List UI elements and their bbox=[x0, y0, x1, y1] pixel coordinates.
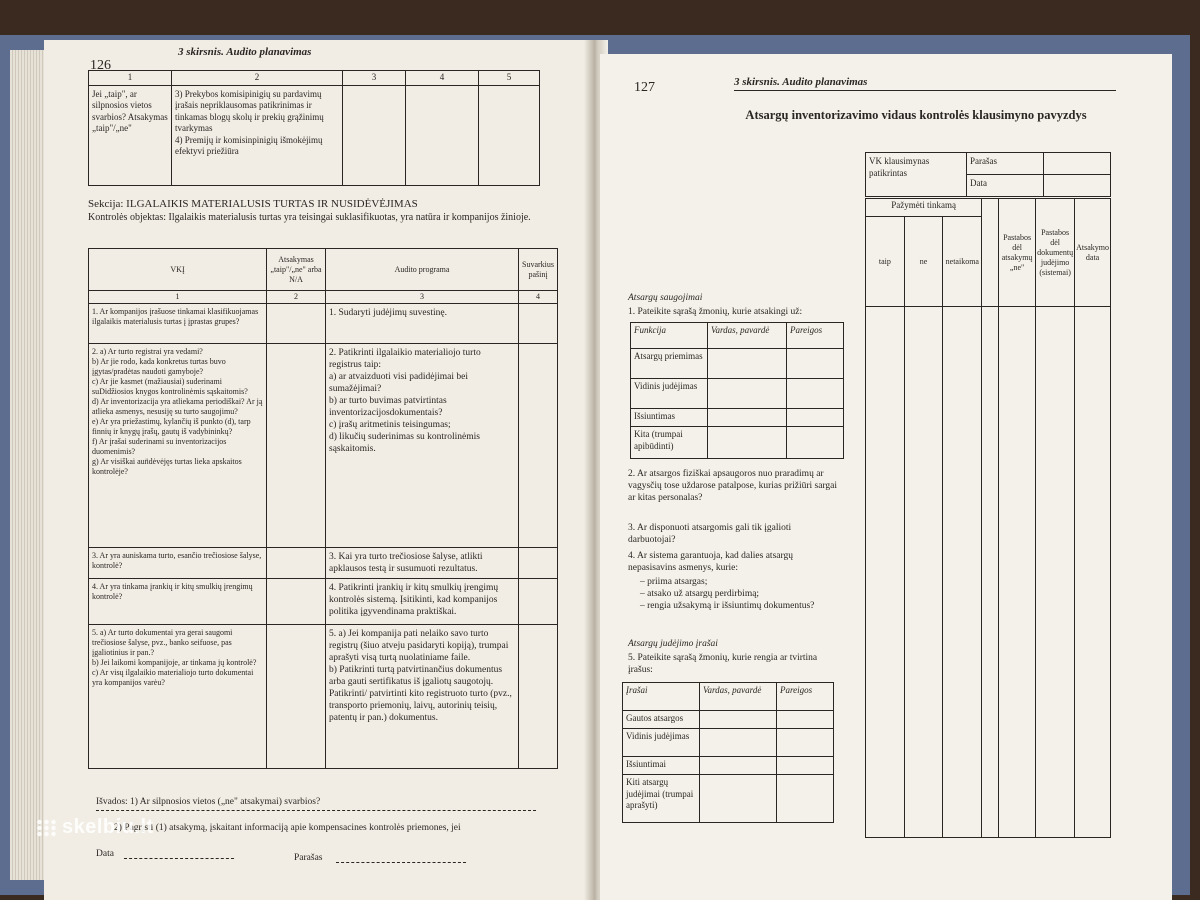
audit-question: 5. a) Ar turto dokumentai yra gerai saugomi trečiosiose šalyse, pvz., banko seifuose, pas įgaliotinius ir pan.? b) Jei laikomi kompanijoje, ar tinkama jų kontrolė? c) Ar visų ilgalaikio materialiojo turto dokumentai yra kompanijos varėu? bbox=[89, 625, 267, 769]
answer-cell[interactable] bbox=[866, 307, 905, 838]
position-field[interactable] bbox=[787, 349, 844, 379]
top-table-item: 4) Premijų ir komisinpinigių išmokėjimų efektyvi priežiūra bbox=[175, 134, 323, 156]
checked-signature-label: Parašas bbox=[967, 153, 1044, 175]
list-item: – atsako už atsargų perdirbimą; bbox=[640, 589, 760, 599]
top-table bbox=[88, 70, 540, 186]
audit-col-number: 4 bbox=[519, 291, 558, 304]
audit-procedure: 5. a) Jei kompanija pati nelaiko savo turto registrų (šiuo atveju pasidaryti kopiją), trumpai aprašyti visą turtą nuolatiniame faile. b) Patikrinti turtą patvirtinančius dokumentus arba gauti sertifikatus iš įgaliotų saugotojų. Patikrinti/ patvirtinti kito registruoto turto (pvz., transporto priemonių, laivų, autorinių teisių, patentų ir pan.) dokumentus. bbox=[326, 625, 519, 769]
dashed-line bbox=[336, 862, 466, 863]
date-label-left: Data bbox=[96, 849, 114, 859]
question-3: 3. Ar disponuoti atsargomis gali tik įgalioti darbuotojai? bbox=[628, 523, 792, 545]
right-page bbox=[600, 54, 1172, 900]
name-field[interactable] bbox=[700, 775, 777, 823]
col-no: ne bbox=[904, 217, 943, 307]
col-answer-date: Atsakymo data bbox=[1075, 199, 1111, 307]
responsible-header: Funkcija bbox=[631, 323, 708, 349]
records-header: Vardas, pavardė bbox=[700, 683, 777, 711]
question-2: 2. Ar atsargos fiziškai apsaugoros nuo praradimų ar vagysčių tose uždarose patalpose, kurias prižiūri sargai ar kitas personalas? bbox=[628, 469, 838, 503]
col-remarks-docs: Pastabos dėl dokumentų judėjimo (sistemai) bbox=[1036, 199, 1075, 307]
position-field[interactable] bbox=[777, 757, 834, 775]
records-row-label: Gautos atsargos bbox=[623, 711, 700, 729]
audit-col-number: 1 bbox=[89, 291, 267, 304]
checked-date-field[interactable] bbox=[1044, 175, 1111, 197]
audit-col-header: Atsakymas „taip"/„ne" arba N/A bbox=[267, 249, 326, 291]
answer-cell[interactable] bbox=[943, 307, 982, 838]
position-field[interactable] bbox=[787, 409, 844, 427]
watermark bbox=[36, 816, 154, 839]
running-head-right: 3 skirsnis. Audito planavimas bbox=[734, 76, 868, 88]
header-rule bbox=[734, 90, 1116, 91]
question-5: 5. Pateikite sąrašą žmonių, kurie rengia ar tvirtina įrašus: bbox=[628, 653, 818, 675]
col-yes: taip bbox=[866, 217, 905, 307]
audit-procedure: 4. Patikrinti įrankių ir kitų smulkių įrengimų kontrolės sistemą. Įsitikinti, kad kompanijos politika įgyvendinama praktiškai. bbox=[326, 579, 519, 625]
records-table bbox=[622, 682, 834, 823]
checked-signature-field[interactable] bbox=[1044, 153, 1111, 175]
name-field[interactable] bbox=[700, 711, 777, 729]
position-field[interactable] bbox=[777, 711, 834, 729]
audit-col-header: Audito programa bbox=[326, 249, 519, 291]
name-field[interactable] bbox=[708, 409, 787, 427]
top-table-header: 1 bbox=[89, 71, 172, 86]
page-number-left: 126 bbox=[90, 58, 111, 73]
responsible-row-label: Kita (trumpai apibūdinti) bbox=[631, 427, 708, 459]
table-row bbox=[89, 579, 558, 625]
list-item: – rengia užsakymą ir išsiuntimų dokumentus? bbox=[640, 601, 815, 611]
answer-cell[interactable] bbox=[1075, 307, 1111, 838]
audit-col-number: 2 bbox=[267, 291, 326, 304]
top-table-header: 4 bbox=[406, 71, 479, 86]
responsible-table bbox=[630, 322, 844, 459]
audit-question: 2. a) Ar turto registrai yra vedami? b) Ar jie rodo, kada konkretus turtas buvo įgytas/pradėtas naudoti gamyboje? c) Ar jie kasmet (mažiausiai) suderinami suDidžiosios knygos kontrolinėmis sąskaitomis? d) Ar inventorizacija yra atliekama periodiškai? Ar ją atlieka asmenys, nesusiję su turto saugojimu? e) Ar yra priežastimų, kylančių iš punkto (d), tarp finnių ir knygų įrašų, gautų iš vadybininkų? f) Ar įrašai suderinami su inventorizacijos duomenimis? g) Ar visiškai aun̈dėvėjęs turtas lieka apskaitos kontrolėje? bbox=[89, 344, 267, 548]
records-header: Įrašai bbox=[623, 683, 700, 711]
name-field[interactable] bbox=[700, 757, 777, 775]
position-field[interactable] bbox=[787, 427, 844, 459]
question-1: 1. Pateikite sąrašą žmonių, kurie atsakingi už: bbox=[628, 307, 803, 317]
responsible-row-label: Vidinis judėjimas bbox=[631, 379, 708, 409]
audit-procedure: 3. Kai yra turto trečiosiose šalyse, atlikti apklausos testą ir susumuoti rezultatus. bbox=[326, 548, 519, 579]
control-objective: Kontrolės objektas: Ilgalaikis materialusis turtas yra teisingai suklasifikuotas, yra natūra ir kompanijos žinioje. bbox=[88, 212, 531, 223]
name-field[interactable] bbox=[708, 427, 787, 459]
table-row bbox=[89, 304, 558, 344]
name-field[interactable] bbox=[708, 379, 787, 409]
responsible-header: Pareigos bbox=[787, 323, 844, 349]
answer-grid bbox=[865, 198, 1111, 838]
top-table-item: 3) Prekybos komisipinigių su pardavimų įrašais nepriklausomas patikrinimas ir tinkamas blogų skolų ir prekių grąžinimų tvarkymas bbox=[175, 88, 324, 133]
col-remarks-no: Pastabos dėl atsakymų „ne" bbox=[999, 199, 1036, 307]
responsible-header: Vardas, pavardė bbox=[708, 323, 787, 349]
records-header: Pareigos bbox=[777, 683, 834, 711]
checked-label: VK klausimynas patikrintas bbox=[866, 153, 967, 197]
name-field[interactable] bbox=[700, 729, 777, 757]
audit-procedure: 1. Sudaryti judėjimų suvestinę. bbox=[326, 304, 519, 344]
section-records: Atsargų judėjimo įrašai bbox=[628, 639, 718, 649]
audit-question: 1. Ar kompanijos įrašuose tinkamai klasifikuojamas ilgalaikis materialusis turtas į įprastas grupes? bbox=[89, 304, 267, 344]
table-row bbox=[89, 548, 558, 579]
watermark-dots-icon bbox=[36, 819, 58, 837]
position-field[interactable] bbox=[777, 729, 834, 757]
question-4-list bbox=[640, 576, 836, 612]
signature-label-left: Parašas bbox=[294, 853, 323, 863]
audit-question: 4. Ar yra tinkama įrankių ir kitų smulkių įrengimų kontrolė? bbox=[89, 579, 267, 625]
audit-question: 3. Ar yra auniskama turto, esančio trečiosiose šalyse, kontrolė? bbox=[89, 548, 267, 579]
table-row bbox=[89, 625, 558, 769]
answer-cell[interactable] bbox=[904, 307, 943, 838]
answer-cell[interactable] bbox=[999, 307, 1036, 838]
footnote-1: Išvados: 1) Ar silpnosios vietos („ne" atsakymai) svarbios? bbox=[96, 797, 321, 807]
section-storage: Atsargų saugojimai bbox=[628, 293, 703, 303]
audit-col-number: 3 bbox=[326, 291, 519, 304]
audit-procedure: 2. Patikrinti ilgalaikio materialiojo turto registrus taip: a) ar atvaizduoti visi padidėjimai bei sumažėjimai? b) ar turto buvimas patvirtintas inventorizacijosdokumentais? c) įrašų aritmetinis teisingumas; d) likučių suderinimas su kontrolinėmis sąskaitomis. bbox=[326, 344, 519, 548]
left-page bbox=[44, 40, 592, 900]
page-number-right: 127 bbox=[634, 80, 655, 95]
records-row-label: Kiti atsargų judėjimai (trumpai aprašyti) bbox=[623, 775, 700, 823]
audit-col-header: VKĮ bbox=[89, 249, 267, 291]
page-edges bbox=[10, 50, 44, 880]
responsible-row-label: Išsiuntimas bbox=[631, 409, 708, 427]
footnote-2: 2) Pagrįsti (1) atsakymą, įskaitant informaciją apie kompensacines kontrolės priemones, jei bbox=[114, 823, 461, 833]
dashed-line bbox=[124, 858, 234, 859]
dashed-line bbox=[96, 810, 536, 811]
top-table-header: 5 bbox=[479, 71, 540, 86]
position-field[interactable] bbox=[787, 379, 844, 409]
checked-table bbox=[865, 152, 1111, 197]
col-na: netaikoma bbox=[943, 217, 982, 307]
answer-cell[interactable] bbox=[1036, 307, 1075, 838]
running-head-left: 3 skirsnis. Audito planavimas bbox=[178, 46, 312, 58]
top-table-question: Jei „taip", ar silpnosios vietos svarbios? Atsakymas „taip"/„ne" bbox=[89, 85, 172, 185]
records-row-label: Vidinis judėjimas bbox=[623, 729, 700, 757]
top-table-header: 3 bbox=[343, 71, 406, 86]
top-table-header: 2 bbox=[172, 71, 343, 86]
position-field[interactable] bbox=[777, 775, 834, 823]
section-title: Sekcija: ILGALAIKIS MATERIALUSIS TURTAS IR NUSIDĖVĖJIMAS bbox=[88, 198, 418, 210]
watermark-text: skelbiu.lt bbox=[62, 816, 154, 838]
name-field[interactable] bbox=[708, 349, 787, 379]
form-title: Atsargų inventorizavimo vidaus kontrolės klausimyno pavyzdys bbox=[745, 108, 1087, 122]
records-row-label: Išsiuntimai bbox=[623, 757, 700, 775]
audit-table bbox=[88, 248, 558, 769]
question-4: 4. Ar sistema garantuoja, kad dalies atsargų nepasisavins asmenys, kurie: bbox=[628, 551, 793, 573]
audit-col-header: Suvarkius pašinį bbox=[519, 249, 558, 291]
mark-label: Pažymėti tinkamą bbox=[866, 199, 982, 217]
answer-cell[interactable] bbox=[982, 307, 999, 838]
responsible-row-label: Atsargų priemimas bbox=[631, 349, 708, 379]
checked-date-label: Data bbox=[967, 175, 1044, 197]
list-item: – priima atsargas; bbox=[640, 577, 708, 587]
table-row bbox=[89, 344, 558, 548]
